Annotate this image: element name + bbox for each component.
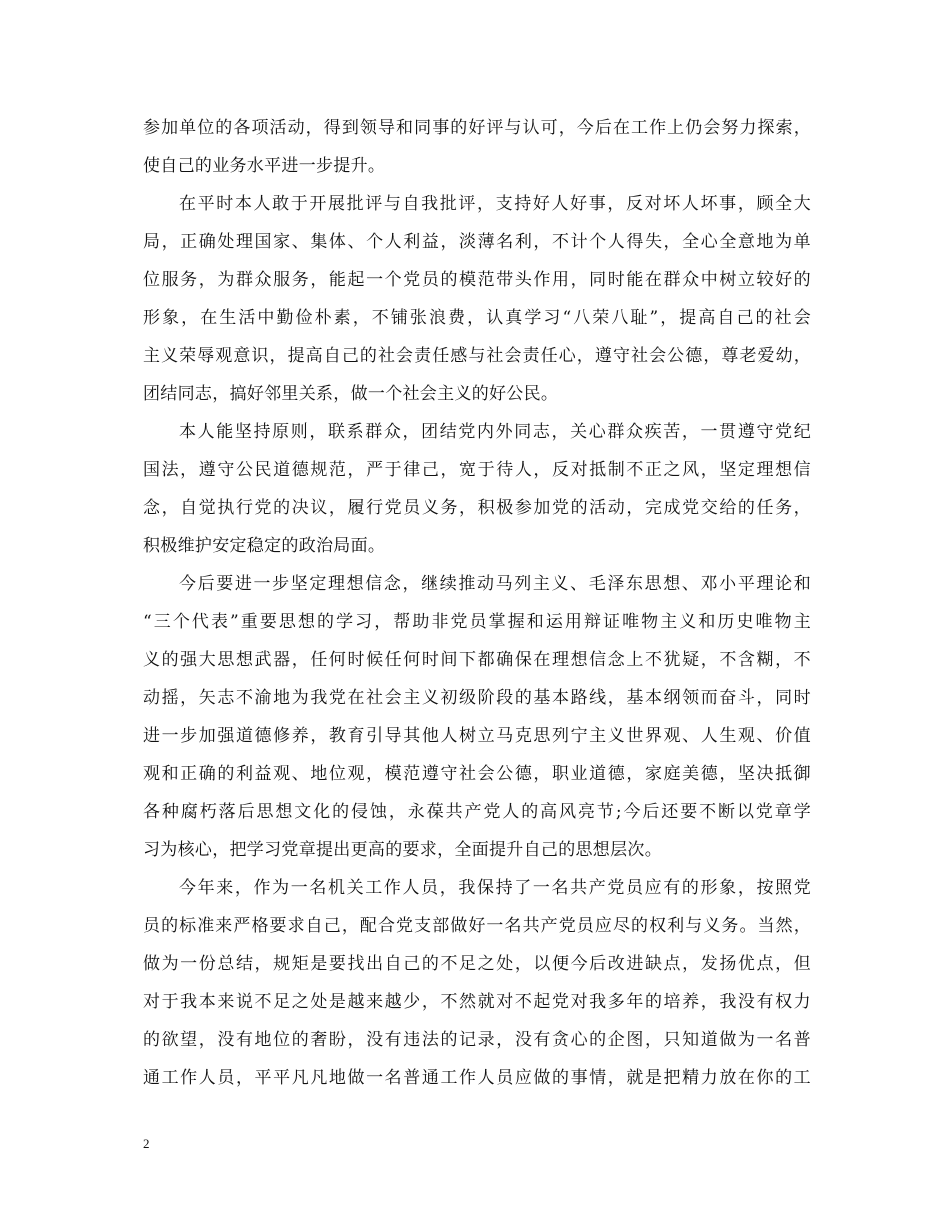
text-line: 对于我本来说不足之处是越来越少，不然就对不起党对我多年的培养，我没有权力 bbox=[143, 992, 811, 1012]
text-line: 国法，遵守公民道德规范，严于律己，宽于待人，反对抵制不正之风，坚定理想信 bbox=[143, 460, 811, 480]
text-line: 通工作人员，平平凡凡地做一名普通工作人员应做的事情，就是把精力放在你的工 bbox=[143, 1068, 811, 1088]
text-line: 局，正确处理国家、集体、个人利益，淡薄名利，不计个人得失，全心全意地为单 bbox=[143, 232, 811, 252]
text-line: 参加单位的各项活动，得到领导和同事的好评与认可，今后在工作上仍会努力探索， bbox=[143, 118, 811, 138]
page-number: 2 bbox=[143, 1136, 150, 1151]
text-line: 本人能坚持原则，联系群众，团结党内外同志，关心群众疾苦，一贯遵守党纪 bbox=[179, 422, 811, 442]
text-line: 今年来，作为一名机关工作人员，我保持了一名共产党员应有的形象，按照党 bbox=[179, 878, 811, 898]
text-line: 义的强大思想武器，任何时候任何时间下都确保在理想信念上不犹疑，不含糊，不 bbox=[143, 650, 811, 670]
text-line: 观和正确的利益观、地位观，模范遵守社会公德，职业道德，家庭美德，坚决抵御 bbox=[143, 764, 811, 784]
document-body bbox=[143, 109, 811, 1097]
text-line: 使自己的业务水平进一步提升。 bbox=[143, 156, 386, 176]
text-line: 做为一份总结，规矩是要找出自己的不足之处，以便今后改进缺点，发扬优点，但 bbox=[143, 954, 811, 974]
text-line: 在平时本人敢于开展批评与自我批评，支持好人好事，反对坏人坏事，顾全大 bbox=[179, 194, 811, 214]
text-line: 进一步加强道德修养，教育引导其他人树立马克思列宁主义世界观、人生观、价值 bbox=[143, 726, 811, 746]
text-line: “三个代表”重要思想的学习，帮助非党员掌握和运用辩证唯物主义和历史唯物主 bbox=[143, 612, 811, 632]
text-line: 今后要进一步坚定理想信念，继续推动马列主义、毛泽东思想、邓小平理论和 bbox=[179, 574, 811, 594]
text-line: 形象，在生活中勤俭朴素，不铺张浪费，认真学习“八荣八耻”，提高自己的社会 bbox=[143, 308, 811, 328]
text-line: 员的标准来严格要求自己，配合党支部做好一名共产党员应尽的权利与义务。当然， bbox=[143, 916, 811, 936]
text-line: 位服务，为群众服务，能起一个党员的模范带头作用，同时能在群众中树立较好的 bbox=[143, 270, 811, 290]
text-line: 团结同志，搞好邻里关系，做一个社会主义的好公民。 bbox=[143, 384, 559, 404]
text-line: 主义荣辱观意识，提高自己的社会责任感与社会责任心，遵守社会公德，尊老爱幼， bbox=[143, 346, 811, 366]
text-line: 各种腐朽落后思想文化的侵蚀，永葆共产党人的高风亮节;今后还要不断以党章学 bbox=[143, 802, 811, 822]
text-line: 习为核心，把学习党章提出更高的要求，全面提升自己的思想层次。 bbox=[143, 840, 662, 860]
text-line: 动摇，矢志不渝地为我党在社会主义初级阶段的基本路线，基本纲领而奋斗，同时 bbox=[143, 688, 811, 708]
text-line: 的欲望，没有地位的奢盼，没有违法的记录，没有贪心的企图，只知道做为一名普 bbox=[143, 1030, 811, 1050]
text-line: 念，自觉执行党的决议，履行党员义务，积极参加党的活动，完成党交给的任务， bbox=[143, 498, 811, 518]
text-line: 积极维护安定稳定的政治局面。 bbox=[143, 536, 386, 556]
